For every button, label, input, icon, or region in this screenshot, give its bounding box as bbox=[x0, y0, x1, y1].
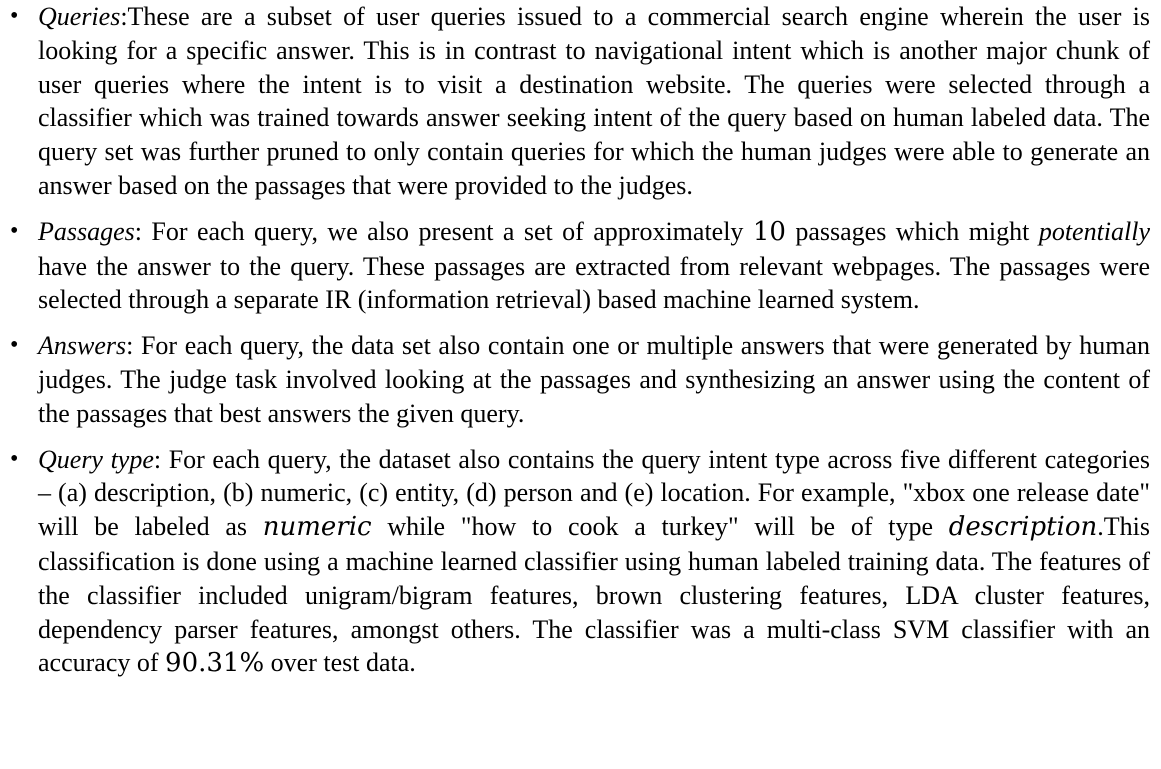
bullet-icon: • bbox=[10, 217, 19, 244]
item-text: : For each query, we also present a set of approximately bbox=[134, 216, 753, 246]
item-text: : For each query, the dataset also contains the query intent type across five different categories – (a) description, (b) numeric, (c) entity, (d) person and (e) location. For example, "xbox one release date" will be labeled as bbox=[38, 444, 1150, 542]
item-text: over test data. bbox=[264, 648, 416, 678]
math-description: description bbox=[948, 512, 1098, 543]
item-text: .This classification is done using a machine learned classifier using human labeled training data. The features of the classifier included unigram/bigram features, brown clustering features, LDA cluster features, dependency parser features, amongst others. The classifier was a multi-class SVM classifier with an accuracy of bbox=[38, 512, 1150, 678]
passage-count: 10 bbox=[752, 216, 786, 247]
accuracy-value: 90.31% bbox=[165, 648, 265, 679]
document-page bbox=[10, 0, 1150, 693]
item-text: while "how to cook a turkey" will be of type bbox=[371, 512, 949, 542]
item-text: :These are a subset of user queries issued to a commercial search engine wherein the user is looking for a specific answer. This is in contrast to navigational intent which is another major chunk of user queries where the intent is to visit a destination website. The queries were selected through a classifier which was trained towards answer seeking intent of the query based on human labeled data. The query set was further pruned to only contain queries for which the human judges were able to generate an answer based on the passages that were provided to the judges. bbox=[38, 2, 1150, 200]
list-item-query-type bbox=[10, 443, 1150, 682]
item-text: : For each query, the data set also contain one or multiple answers that were generated by human judges. The judge task involved looking at the passages and synthesizing an answer using the content of the passages that best answers the given query. bbox=[38, 331, 1150, 428]
list-item-passages bbox=[10, 215, 1150, 317]
list-item-answers bbox=[10, 329, 1150, 430]
term-answers: Answers bbox=[38, 331, 127, 361]
bullet-icon: • bbox=[10, 445, 19, 472]
term-query-type: Query type bbox=[38, 444, 154, 474]
term-passages: Passages bbox=[38, 216, 135, 246]
bullet-icon: • bbox=[10, 3, 19, 29]
list-item-queries bbox=[10, 0, 1150, 203]
bullet-icon: • bbox=[10, 332, 19, 359]
term-queries: Queries bbox=[38, 2, 121, 31]
definition-list bbox=[10, 0, 1150, 681]
item-text: have the answer to the query. These passages are extracted from relevant webpages. The passages were selected through a separate IR (information retrieval) based machine learned system. bbox=[38, 251, 1150, 315]
emphasis-word: potentially bbox=[1038, 216, 1151, 246]
item-text: passages which might bbox=[785, 216, 1039, 246]
math-numeric: numeric bbox=[262, 512, 372, 543]
